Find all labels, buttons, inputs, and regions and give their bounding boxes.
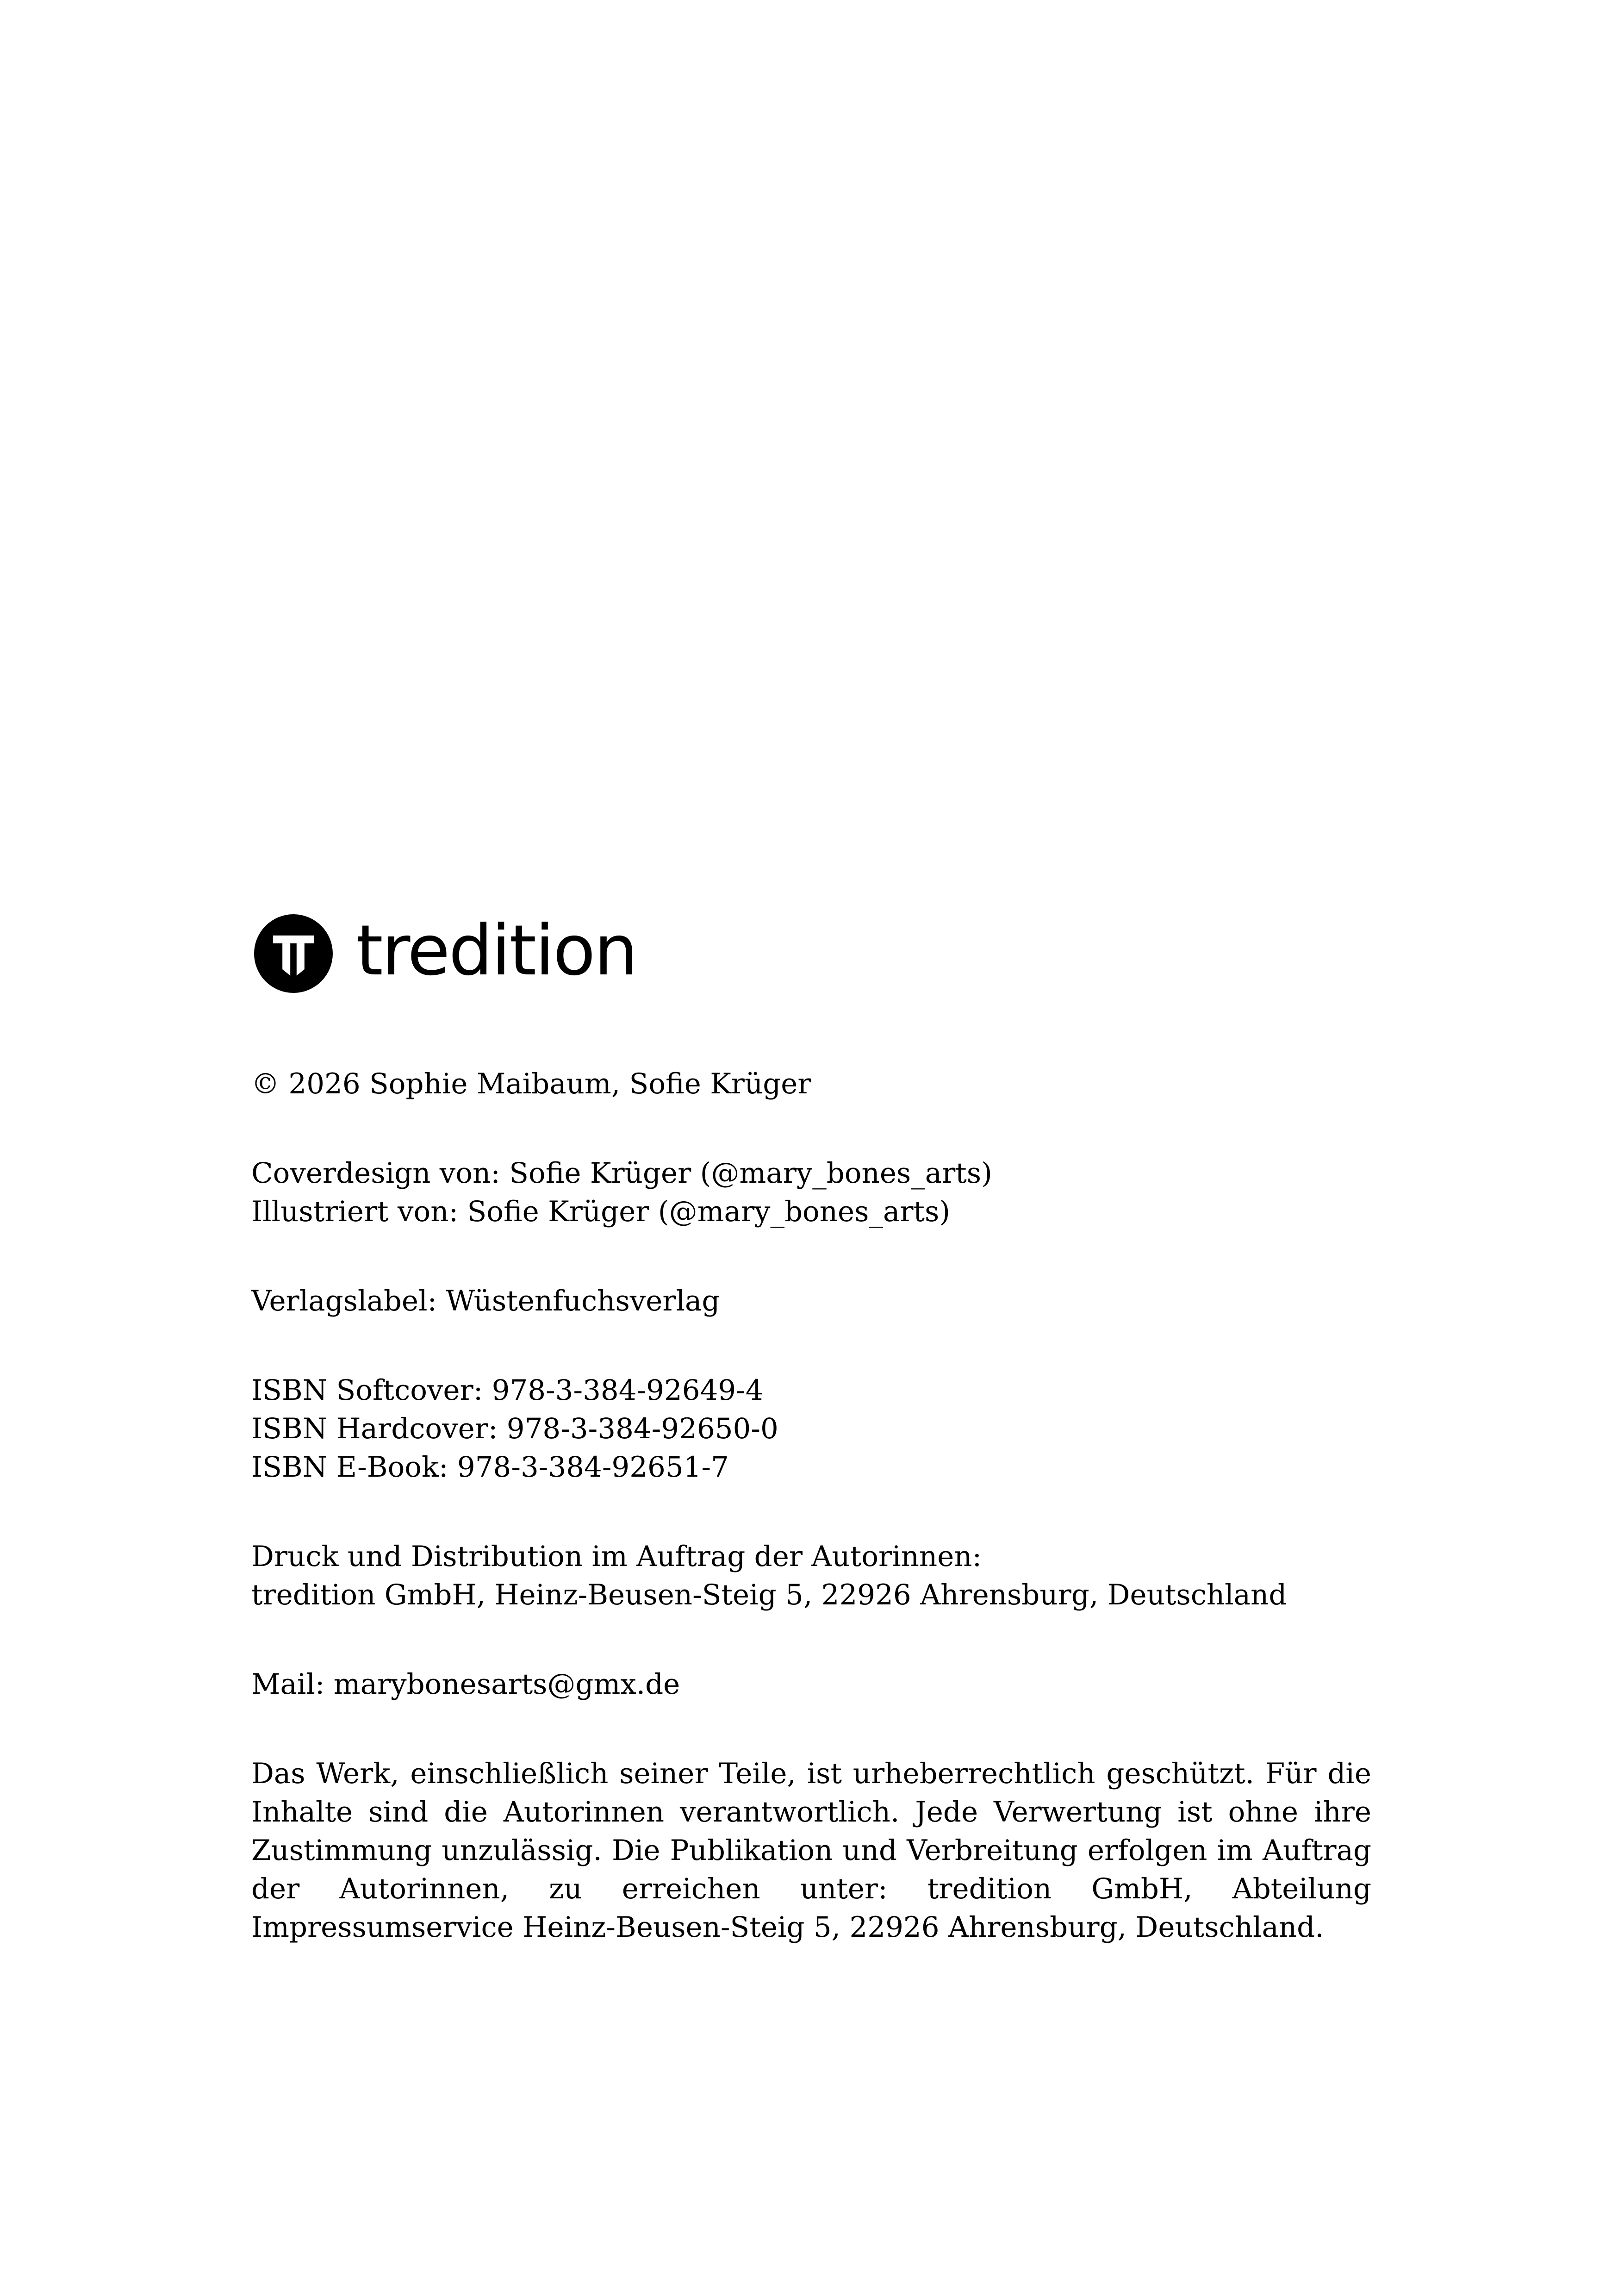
copyright-line: © 2026 Sophie Maibaum, Sofie Krüger xyxy=(251,1067,811,1100)
illustration-credit: Illustriert von: Sofie Krüger (@mary_bones_arts) xyxy=(251,1195,951,1228)
distribution-heading: Druck und Distribution im Auftrag der Autorinnen: xyxy=(251,1540,982,1573)
isbn-ebook: ISBN E-Book: 978-3-384-92651-7 xyxy=(251,1451,729,1484)
isbn-hardcover: ISBN Hardcover: 978-3-384-92650-0 xyxy=(251,1412,778,1445)
credits-block xyxy=(251,1154,1371,1231)
isbn-block xyxy=(251,1371,1371,1486)
tredition-logo-icon xyxy=(254,914,333,993)
isbn-softcover: ISBN Softcover: 978-3-384-92649-4 xyxy=(251,1374,764,1407)
copyright-block xyxy=(251,1065,1371,1103)
label-block xyxy=(251,1282,1371,1320)
mail-block xyxy=(251,1665,1371,1703)
publisher-logo xyxy=(254,912,637,995)
contact-mail: Mail: marybonesarts@gmx.de xyxy=(251,1668,680,1701)
imprint-text xyxy=(251,1065,1371,1997)
publisher-label: Verlagslabel: Wüstenfuchsverlag xyxy=(251,1285,720,1317)
publisher-wordmark: tredition xyxy=(356,911,637,991)
legal-notice: Das Werk, einschließlich seiner Teile, ist urheberrechtlich geschützt. Für die Inhalte sind die Autorinnen verantwortlich. Jede Verwertung ist ohne ihre Zustimmung unzulässig. Die Publikation und Verbreitung erfolgen im Auftrag der Autorinnen, zu erreichen unter: tredition GmbH, Abteilung Impressumservice Heinz-Beusen-Steig 5, 22926 Ahrensburg, Deutschland. xyxy=(251,1757,1371,1944)
distribution-block xyxy=(251,1537,1371,1614)
cover-credit: Coverdesign von: Sofie Krüger (@mary_bones_arts) xyxy=(251,1157,992,1190)
distribution-address: tredition GmbH, Heinz-Beusen-Steig 5, 22926 Ahrensburg, Deutschland xyxy=(251,1578,1287,1611)
